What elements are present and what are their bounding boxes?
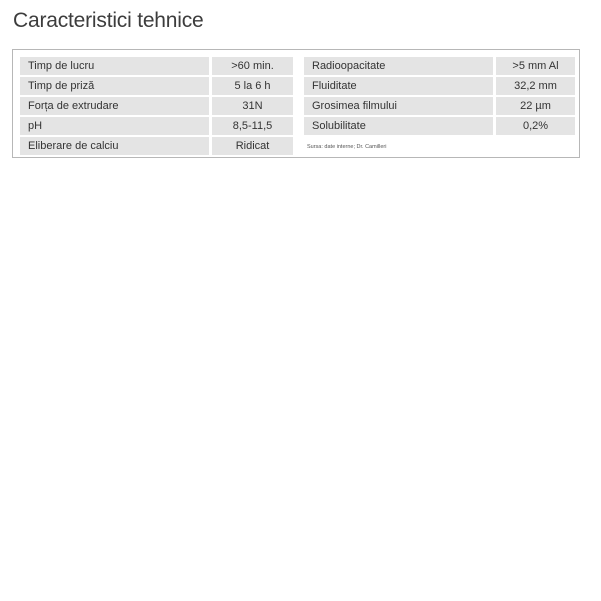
spec-label: Solubilitate bbox=[304, 117, 493, 135]
spec-value: 5 la 6 h bbox=[212, 77, 293, 95]
spec-value: >60 min. bbox=[212, 57, 293, 75]
spec-label: Timp de lucru bbox=[20, 57, 209, 75]
spec-value: 8,5-11,5 bbox=[212, 117, 293, 135]
spec-value: Ridicat bbox=[212, 137, 293, 155]
technical-specs-panel bbox=[12, 49, 580, 158]
page-title: Caracteristici tehnice bbox=[13, 9, 204, 32]
spec-value: 32,2 mm bbox=[496, 77, 575, 95]
spec-label: Eliberare de calciu bbox=[20, 137, 209, 155]
spec-label: Forța de extrudare bbox=[20, 97, 209, 115]
spec-value: 31N bbox=[212, 97, 293, 115]
spec-label: Fluiditate bbox=[304, 77, 493, 95]
spec-value: 22 µm bbox=[496, 97, 575, 115]
spec-label: Timp de priză bbox=[20, 77, 209, 95]
spec-label: Radioopacitate bbox=[304, 57, 493, 75]
spec-value: 0,2% bbox=[496, 117, 575, 135]
spec-label: Grosimea filmului bbox=[304, 97, 493, 115]
source-note: Sursa: date interne; Dr. Camilleri bbox=[307, 144, 387, 150]
spec-value: >5 mm Al bbox=[496, 57, 575, 75]
spec-label: pH bbox=[20, 117, 209, 135]
